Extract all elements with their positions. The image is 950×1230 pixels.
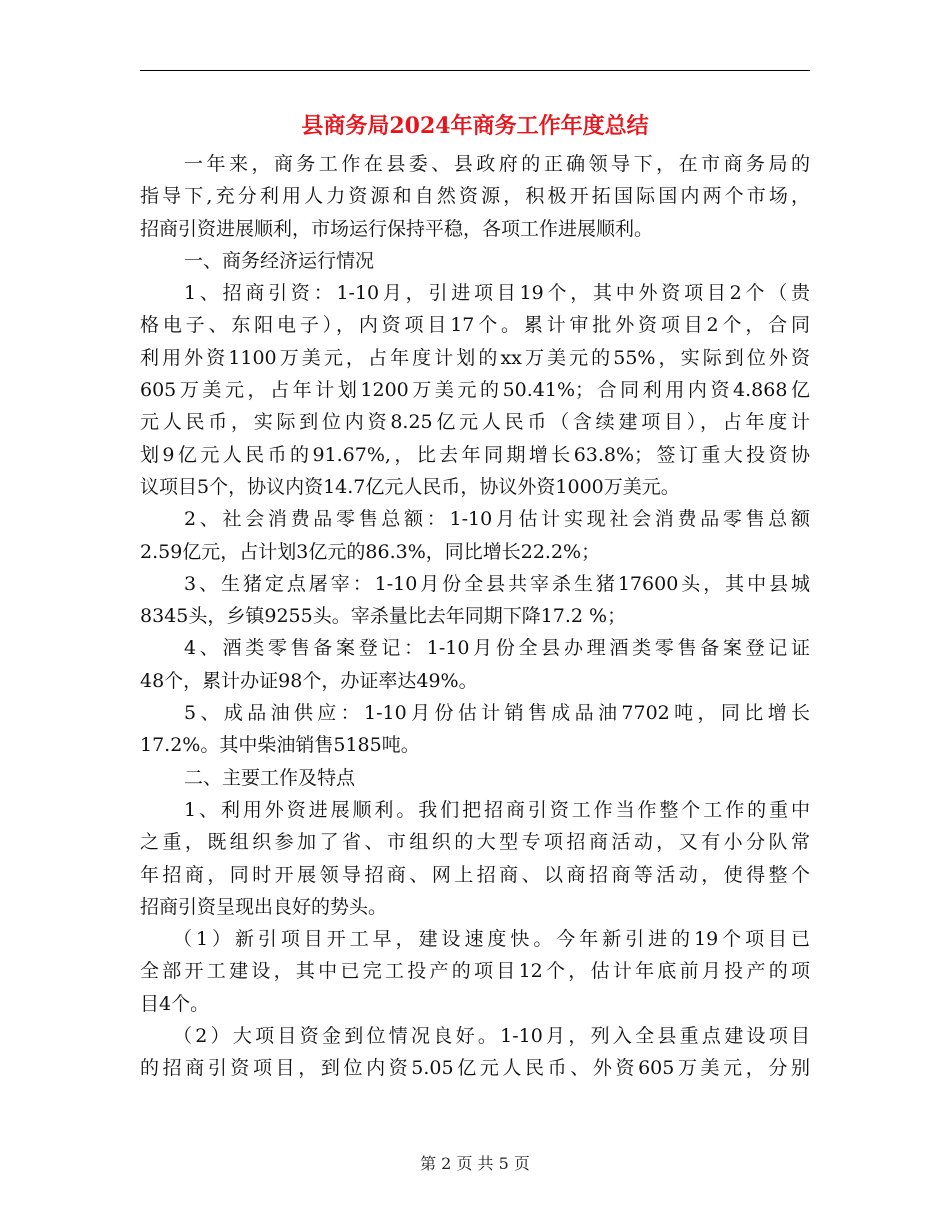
body-text-line: 48个，累计办证98个，办证率达49%。 (140, 669, 478, 692)
body-text-line: 之重，既组织参加了省、市组织的大型专项招商活动，又有小分队常 (140, 831, 810, 854)
body-text-line: 1、招商引资：1-10月，引进项目19个，其中外资项目2个（贵 (184, 282, 810, 305)
body-text-line: 利用外资1100万美元，占年度计划的xx万美元的55%，实际到位外资 (140, 346, 810, 369)
body-text-line: 元人民币，实际到位内资8.25亿元人民币（含续建项目），占年度计 (140, 411, 810, 434)
body-text-line: 2、社会消费品零售总额：1-10月估计实现社会消费品零售总额 (184, 508, 810, 531)
body-text-line: 目4个。 (140, 992, 210, 1015)
body-text-line: （1）新引项目开工早，建设速度快。今年新引进的19个项目已 (173, 928, 810, 951)
body-text-line: 全部开工建设，其中已完工投产的项目12个，估计年底前月投产的项 (140, 960, 810, 983)
body-text-line: 1、利用外资进展顺利。我们把招商引资工作当作整个工作的重中 (184, 798, 810, 821)
body-text-line: 年招商，同时开展领导招商、网上招商、以商招商等活动，使得整个 (140, 863, 810, 886)
body-text-line: 的招商引资项目，到位内资5.05亿元人民币、外资605万美元，分别 (140, 1057, 810, 1080)
body-text-line: 一、商务经济运行情况 (184, 249, 375, 272)
body-text-line: 格电子、东阳电子），内资项目17个。累计审批外资项目2个，合同 (140, 314, 810, 337)
body-text-line: 划9亿元人民币的91.67%,，比去年同期增长63.8%；签订重大投资协 (140, 443, 810, 466)
body-text-line: 17.2%。其中柴油销售5185吨。 (140, 734, 420, 757)
body-text-line: 议项目5个，协议内资14.7亿元人民币，协议外资1000万美元。 (140, 475, 680, 498)
page-number-footer: 第 2 页 共 5 页 (420, 1154, 530, 1173)
body-text-line: （2）大项目资金到位情况良好。1-10月，列入全县重点建设项目 (173, 1025, 810, 1048)
body-text-line: 指导下,充分利用人力资源和自然资源，积极开拓国际国内两个市场， (140, 185, 810, 208)
body-text-line: 5、成品油供应：1-10月份估计销售成品油7702吨，同比增长 (184, 702, 810, 725)
body-text-line: 605万美元，占年计划1200万美元的50.41%；合同利用内资4.868亿 (140, 379, 810, 402)
body-text-line: 一年来，商务工作在县委、县政府的正确领导下，在市商务局的 (184, 153, 810, 175)
body-text-line: 3、生猪定点屠宰：1-10月份全县共宰杀生猪17600头，其中县城 (184, 572, 810, 595)
body-text-line: 招商引资进展顺利，市场运行保持平稳，各项工作进展顺利。 (140, 217, 654, 240)
body-text-line: 4、酒类零售备案登记：1-10月份全县办理酒类零售备案登记证 (184, 637, 810, 660)
body-text-line: 2.59亿元，占计划3亿元的86.3%，同比增长22.2%； (140, 540, 601, 563)
body-text-line: 8345头，乡镇9255头。宰杀量比去年同期下降17.2 %； (140, 605, 627, 628)
header-rule (140, 70, 810, 71)
body-text-line: 二、主要工作及特点 (184, 766, 356, 789)
document-body (140, 148, 810, 1085)
document-title: 县商务局2024年商务工作年度总结 (301, 113, 649, 139)
body-text-line: 招商引资呈现出良好的势头。 (140, 895, 388, 918)
